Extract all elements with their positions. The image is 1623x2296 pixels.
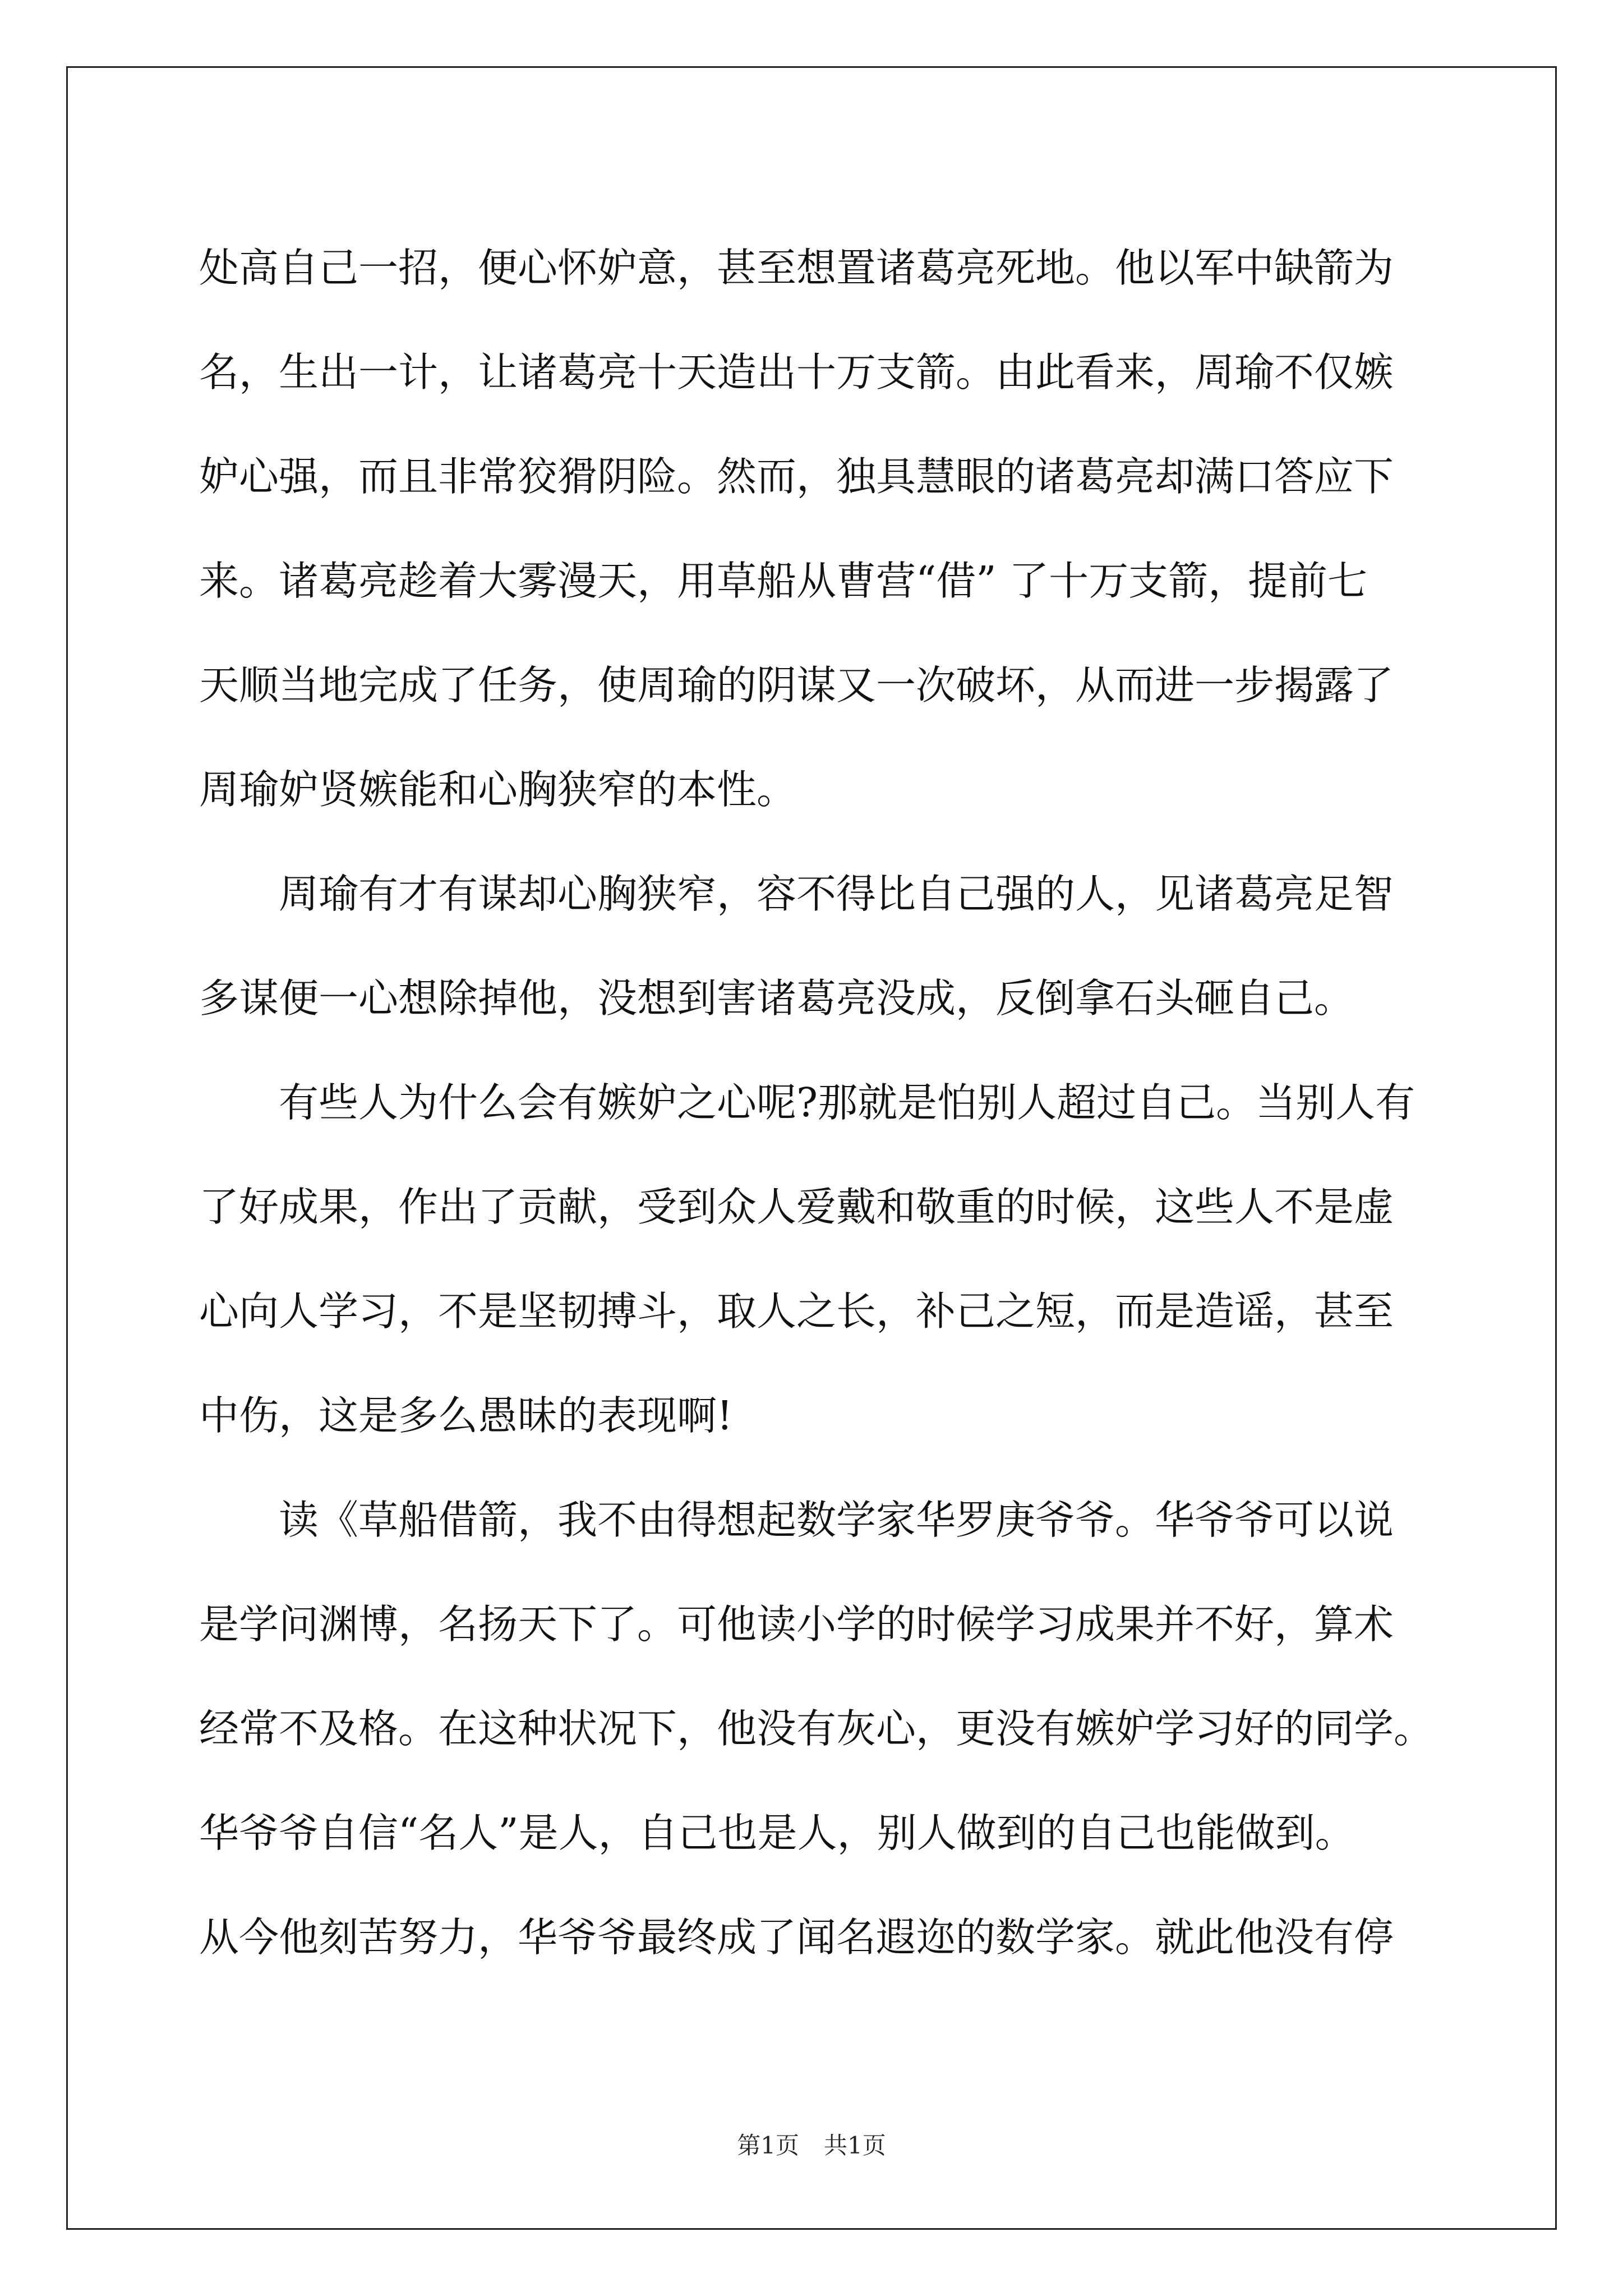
text-line: 经常不及格。在这种状况下，他没有灰心，更没有嫉妒学习好的同学。 [199, 1705, 1434, 1752]
text-line: 是学问渊博，名扬天下了。可他读小学的时候学习成果并不好，算术 [199, 1601, 1394, 1648]
text-line: 了好成果，作出了贡献，受到众人爱戴和敬重的时候，这些人不是虚 [199, 1184, 1394, 1230]
text-line: 中伤，这是多么愚昧的表现啊! [199, 1392, 733, 1439]
text-line: 多谋便一心想除掉他，没想到害诸葛亮没成，反倒拿石头砸自己。 [199, 975, 1354, 1022]
page-number: 第1页 [737, 2132, 799, 2159]
text-line: 来。诸葛亮趁着大雾漫天，用草船从曹营“借” 了十万支箭，提前七 [199, 558, 1368, 604]
text-line: 名，生出一计，让诸葛亮十天造出十万支箭。由此看来，周瑜不仅嫉 [199, 349, 1394, 395]
text-line: 读《草船借箭，我不由得想起数学家华罗庚爷爷。华爷爷可以说 [199, 1497, 1394, 1543]
text-line: 心向人学习，不是坚韧搏斗，取人之长，补己之短，而是造谣，甚至 [199, 1288, 1394, 1335]
text-line: 妒心强，而且非常狡猾阴险。然而，独具慧眼的诸葛亮却满口答应下 [199, 453, 1394, 500]
text-line: 从今他刻苦努力，华爷爷最终成了闻名遐迩的数学家。就此他没有停 [199, 1914, 1394, 1961]
page-footer [0, 2129, 1623, 2162]
text-line: 有些人为什么会有嫉妒之心呢?那就是怕别人超过自己。当别人有 [199, 1079, 1415, 1126]
text-line: 天顺当地完成了任务，使周瑜的阴谋又一次破坏，从而进一步揭露了 [199, 662, 1394, 708]
text-line: 周瑜有才有谋却心胸狭窄，容不得比自己强的人，见诸葛亮足智 [199, 871, 1394, 917]
text-line: 华爷爷自信“名人”是人，自己也是人，别人做到的自己也能做到。 [199, 1810, 1355, 1856]
text-line: 周瑜妒贤嫉能和心胸狭窄的本性。 [199, 766, 797, 813]
text-line: 处高自己一招，便心怀妒意，甚至想置诸葛亮死地。他以军中缺箭为 [199, 245, 1394, 291]
page-total: 共1页 [824, 2132, 886, 2159]
document-body [199, 216, 1433, 1990]
